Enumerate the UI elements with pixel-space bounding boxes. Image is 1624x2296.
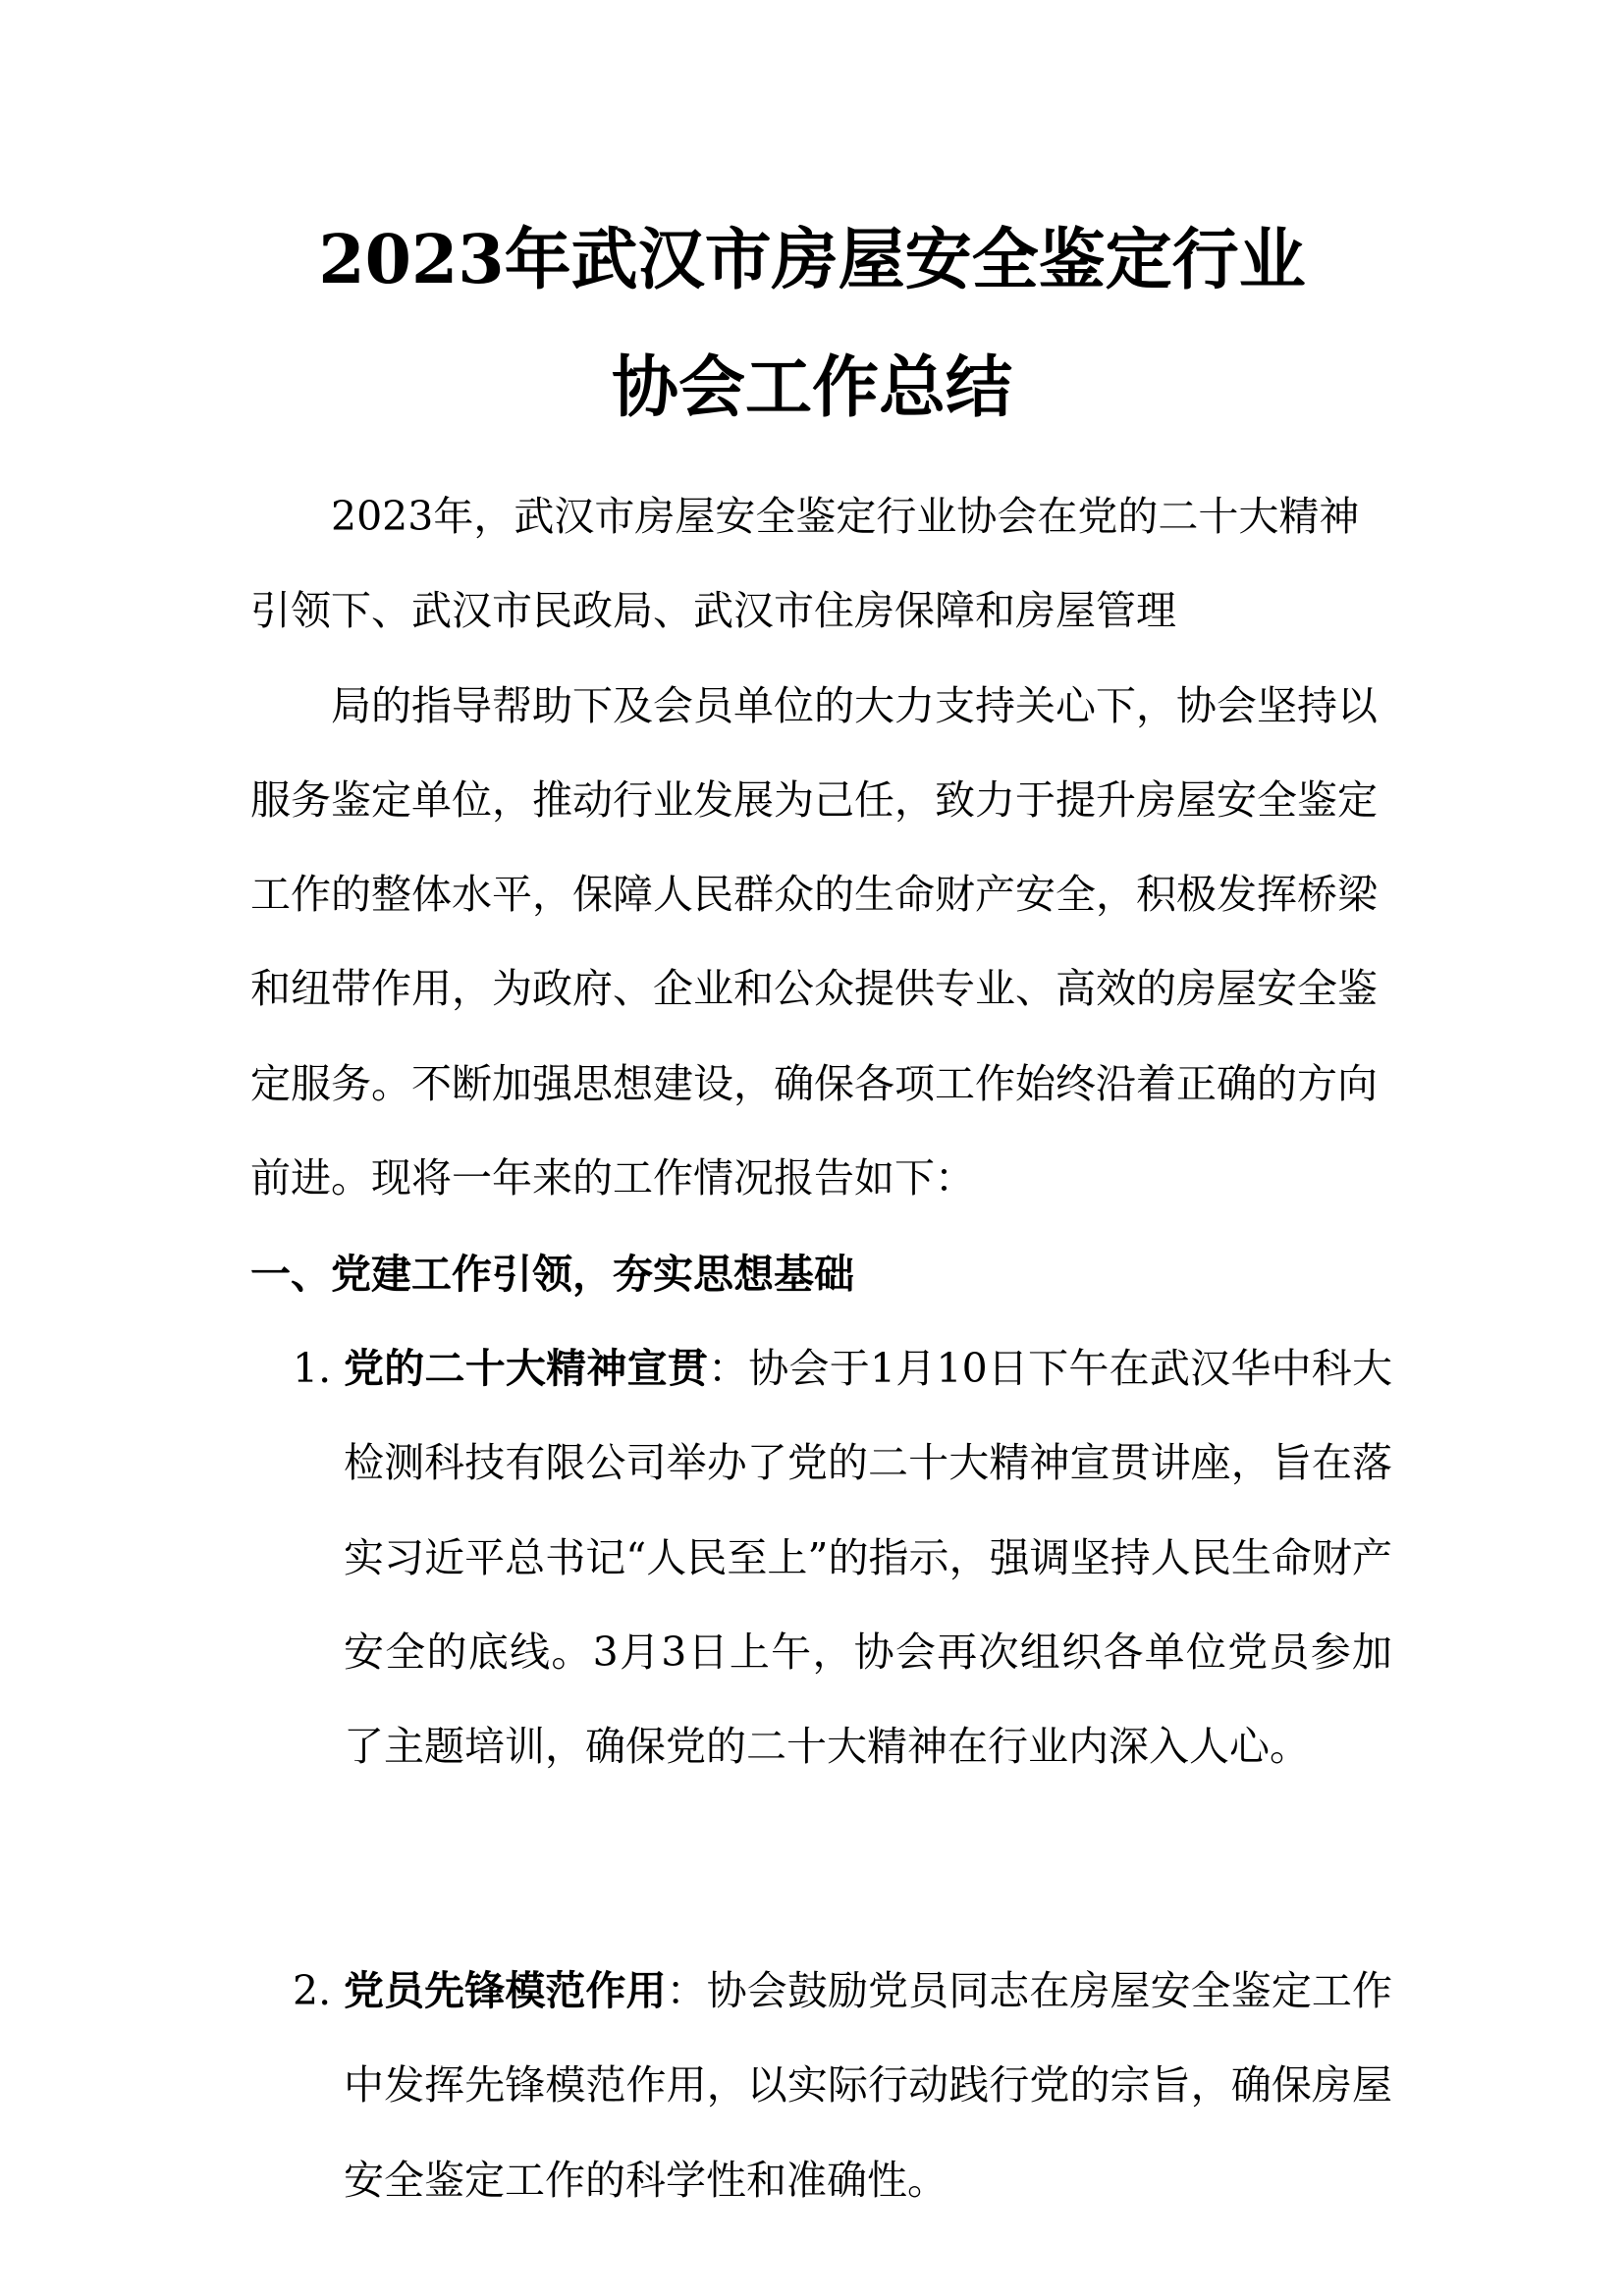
intro-section: [250, 469, 1389, 1225]
intro-paragraph-1: 2023年，武汉市房屋安全鉴定行业协会在党的二十大精神引领下、武汉市民政局、武汉市住房保障和房屋管理: [250, 493, 1360, 635]
list-item-number: 2.: [293, 1967, 332, 2014]
section-heading-1: 一、党建工作引领，夯实思想基础: [250, 1251, 854, 1298]
list-item-number: 1.: [293, 1345, 332, 1392]
list-item-body: ：协会鼓励党员同志在房屋安全鉴定工作中发挥先锋模范作用，以实际行动践行党的宗旨，确保房屋安全鉴定工作的科学性和准确性。: [344, 1967, 1392, 2204]
list-item-text: [344, 1944, 1392, 2227]
document-title-line-1: 2023年武汉市房屋安全鉴定行业: [318, 221, 1306, 299]
list-item-heading: 党员先锋模范作用: [344, 1967, 667, 2014]
list-item: [293, 1944, 1392, 2227]
intro-paragraph-2: 局的指导帮助下及会员单位的大力支持关心下，协会坚持以服务鉴定单位，推动行业发展为己任，致力于提升房屋安全鉴定工作的整体水平，保障人民群众的生命财产安全，积极发挥桥梁和纽带作用，为政府、企业和公众提供专业、高效的房屋安全鉴定服务。不断加强思想建设，确保各项工作始终沿着正确的方向前进。现将一年来的工作情况报告如下：: [250, 681, 1378, 1202]
document-title-line-2: 协会工作总结: [611, 348, 1012, 427]
list-item-body: ：协会于1月10日下午在武汉华中科大检测科技有限公司举办了党的二十大精神宣贯讲座，旨在落实习近平总书记“人民至上”的指示，强调坚持人民生命财产安全的底线。3月3日上午，协会再次组织各单位党员参加了主题培训，确保党的二十大精神在行业内深入人心。: [344, 1345, 1393, 1771]
list-item-heading: 党的二十大精神宣贯: [344, 1345, 709, 1392]
list-item-text: [344, 1321, 1392, 1793]
list-item: [293, 1321, 1392, 1793]
